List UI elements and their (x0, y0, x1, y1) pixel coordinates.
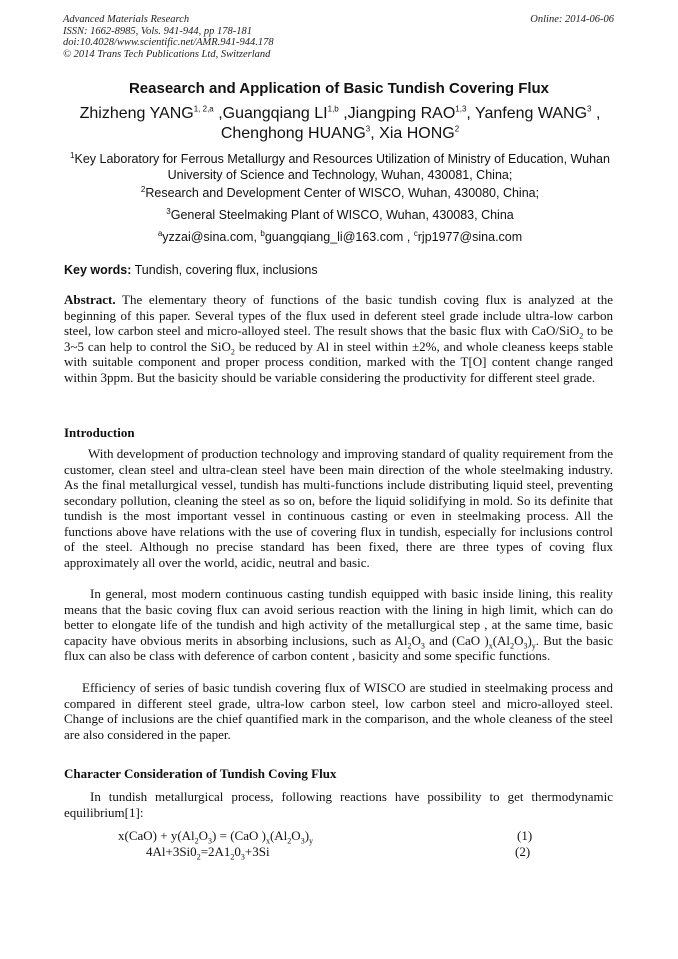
paper-title: Reasearch and Application of Basic Tundish Covering Flux (128, 80, 550, 97)
intro-p2-text-e: O (514, 632, 524, 648)
author-1: Zhizheng YANG (79, 105, 194, 122)
intro-p2-text-a: In general, most modern continuous casting tundish equipped with basic inside lining, this reality means that the basic coving flux can avoid serious reaction with the lining in high limit, which can do better to elongate life of the tundish and high activity of the metallurgical step , at the same time, basic capacity have obvious merits in absorbing inclusions, such as Al (64, 586, 613, 648)
intro-paragraph-1: With development of production technology and improving standard of quality requirement from the customer, clean steel and ultra-clean steel have been main direction of the whole steelmaking industry. As the final metallurgical vessel, tundish has multi-functions include distributing liquid steel, preventing secondary pollution, cleaning the steel as so on, before the liquid solidifying in mold. So its definite that tundish is the most important vessel in continuous casting or even in steelmaking process. All the functions above have relations with the use of covering flux in tundish, especially for inclusions control of the steel. Although no precise standard has been fixed, there are three types of coving flux approximately all over the world, acidic, neutral and basic. (64, 446, 613, 570)
eq1-sub-3: x (265, 836, 270, 846)
eq1-part-6: ) (304, 828, 310, 843)
eq1-sub-2: 3 (208, 836, 213, 846)
affiliation-3-text: General Steelmaking Plant of WISCO, Wuhan, 430083, China (170, 208, 514, 222)
eq1-part-3: ) = (CaO ) (212, 828, 266, 843)
email-line (55, 229, 625, 245)
author-4: , Yanfeng WANG (466, 105, 588, 122)
abstract-sub-1: 2 (579, 331, 584, 341)
intro-p2-sub-6: y (531, 641, 536, 651)
author-2: ,Guangqiang LI (213, 105, 328, 122)
email-b-sup: b (260, 228, 265, 238)
email-c-sup: c (413, 228, 418, 238)
author-list (40, 104, 640, 144)
author-4-sup: 3 (587, 104, 592, 114)
intro-p2-sub-3: x (488, 641, 493, 651)
eq1-sub-5: 3 (300, 836, 305, 846)
eq2-sub-1: 2 (196, 852, 201, 862)
section2-paragraph-1: In tundish metallurgical process, following reactions have possibility to get thermodynamic equilibrium[1]: (64, 789, 613, 820)
online-date: Online: 2014-06-06 (530, 14, 614, 25)
intro-p2-sub-5: 3 (523, 641, 528, 651)
intro-p2-text-g: . But the basic flux can also be class with deference of carbon content , basicity and some specific functions. (64, 632, 613, 663)
abstract-text-3: be reduced by Al in steel within ±2%, and whole cleaness keeps stable with suitable component and proper process condition, marked with the T[O] content change ranged within 3ppm. But the basicity should be variable considering the productivity for different steel grade. (64, 338, 613, 385)
affiliation-1-sup: 1 (70, 150, 75, 160)
eq1-part-1: x(CaO) + y(Al (118, 828, 195, 843)
equation-2 (146, 844, 270, 860)
author-3: ,Jiangping RAO (338, 105, 456, 122)
email-a: yzzai@sina.com, (162, 230, 261, 244)
author-5: Chenghong HUANG (220, 125, 366, 142)
abstract-sub-2: 2 (230, 347, 235, 357)
author-6: , Xia HONG (370, 125, 455, 142)
intro-paragraph-2 (64, 586, 613, 664)
author-5-sup: 3 (365, 124, 371, 134)
intro-paragraph-3: Efficiency of series of basic tundish covering flux of WISCO are studied in steelmaking process and compared in different steel grade, ultra-low carbon steel, low carbon steel and micro-alloyed steel. Change of inclusions are the chief quantified mark in the comparison, and the whole cleaness of the steel are also considered in the paper. (64, 680, 613, 742)
intro-p2-sub-1: 2 (407, 641, 412, 651)
eq2-sub-3: 3 (240, 852, 245, 862)
keywords (64, 263, 318, 277)
eq1-sub-1: 2 (194, 836, 199, 846)
eq1-sub-4: 2 (287, 836, 292, 846)
abstract-text-2: to be 3~5 can help to control the SiO (64, 323, 613, 354)
section-heading-character-consideration: Character Consideration of Tundish Coving Flux (64, 766, 337, 781)
intro-p2-sub-4: 2 (510, 641, 515, 651)
intro-p2-text-b: O (411, 632, 421, 648)
affiliation-3-sup: 3 (166, 206, 171, 216)
abstract-text-1: The elementary theory of functions of the basic tundish coving flux is analyzed at the beginning of this paper. Several types of the flux used in deferent steel grade include ultra-low carbon steel, low carbon steel and micro-alloyed steel. The result shows that the basic flux with CaO/SiO (64, 292, 613, 338)
author-2-sup: 1,b (327, 104, 339, 114)
author-3-sup: 1,3 (455, 104, 467, 114)
doi: doi:10.4028/www.scientific.net/AMR.941-944.178 (63, 37, 274, 48)
abstract-label: Abstract. (64, 292, 116, 307)
author-4-tail: , (591, 105, 601, 122)
affiliation-2-sup: 2 (140, 184, 146, 194)
equation-1-number: (1) (517, 828, 533, 843)
author-6-sup: 2 (454, 124, 460, 134)
copyright: © 2014 Trans Tech Publications Ltd, Switzerland (63, 48, 271, 60)
affiliation-1 (55, 151, 625, 183)
eq1-part-4: (Al (269, 828, 288, 843)
email-c: rjp1977@sina.com (417, 230, 523, 244)
eq2-part-2: =2A1 (200, 844, 231, 859)
section-heading-introduction: Introduction (64, 425, 135, 440)
equation-1 (118, 828, 313, 844)
author-1-sup: 1, 2,a (193, 104, 214, 114)
eq1-part-2: O (198, 828, 209, 843)
intro-p2-text-f: ) (527, 632, 532, 648)
email-b: guangqiang_li@163.com , (264, 230, 414, 244)
affiliation-2 (55, 185, 625, 201)
keywords-label: Key words: (64, 263, 132, 277)
affiliation-2-text: Research and Development Center of WISCO, Wuhan, 430080, China; (145, 186, 540, 200)
journal-name: Advanced Materials Research (63, 14, 190, 25)
affiliation-3 (55, 207, 625, 223)
intro-p2-text-c: and (CaO ) (424, 632, 489, 648)
issn: ISSN: 1662-8985, Vols. 941-944, pp 178-181 (63, 25, 252, 37)
journal-header (63, 14, 274, 60)
eq2-sub-2: 2 (230, 852, 235, 862)
intro-p2-sub-2: 3 (420, 641, 425, 651)
eq1-part-5: O (291, 828, 301, 843)
eq2-part-1: 4Al+3Si0 (146, 844, 197, 859)
eq1-sub-6: y (309, 836, 314, 846)
eq2-part-3: 0 (234, 844, 241, 859)
email-a-sup: a (157, 228, 163, 238)
keywords-text: Tundish, covering flux, inclusions (131, 263, 318, 277)
eq2-part-4: +3Si (244, 844, 270, 859)
affiliation-1-text: Key Laboratory for Ferrous Metallurgy and Resources Utilization of Ministry of Education, Wuhan University of Science and Technology, Wuhan, 430081, China; (74, 152, 610, 182)
intro-p2-text-d: (Al (492, 632, 511, 648)
abstract (64, 292, 613, 385)
equation-2-number: (2) (515, 844, 531, 859)
